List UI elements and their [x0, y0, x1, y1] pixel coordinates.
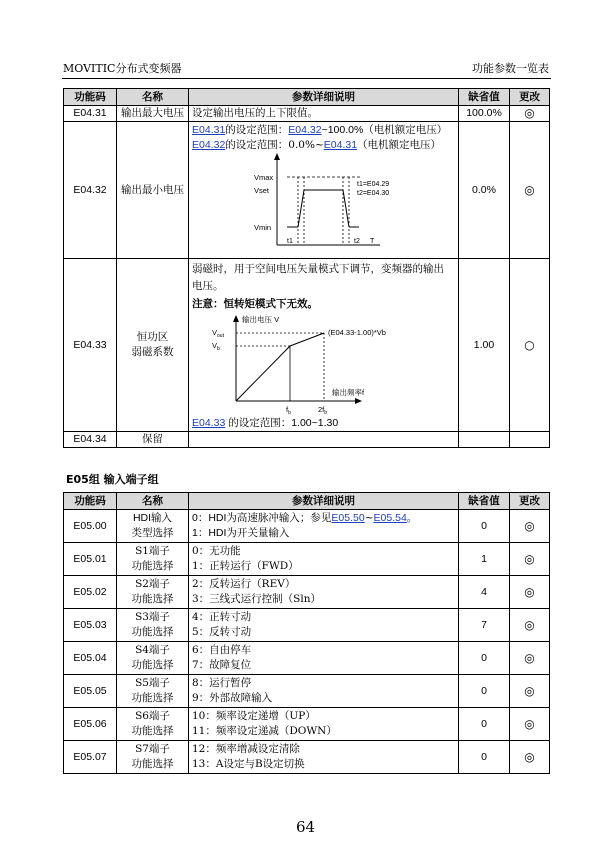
table-row	[64, 432, 550, 448]
param-change: ◎	[510, 510, 550, 543]
parameter-table-e05	[63, 492, 550, 774]
col-header-name: 名称	[117, 89, 189, 106]
param-change: ◎	[510, 675, 550, 708]
table-row	[64, 642, 550, 675]
page-number: 64	[295, 818, 316, 836]
param-name: S4端子 功能选择	[117, 642, 189, 675]
table-header-row	[64, 89, 550, 106]
param-code: E05.04	[64, 642, 117, 675]
table-row	[64, 543, 550, 576]
param-desc	[189, 122, 459, 259]
param-desc: 6：自由停车 7：故障复位	[189, 642, 459, 675]
param-name: S2端子 功能选择	[117, 576, 189, 609]
note-t1: t1=E04.29	[357, 181, 390, 188]
param-desc: 8：运行暂停 9：外部故障输入	[189, 675, 459, 708]
table-row	[64, 609, 550, 642]
range-line: E04.33 的设定范围：1.00~1.30	[192, 417, 339, 429]
label-vb: $V_b$	[212, 341, 220, 352]
param-desc: 弱磁时，用于空间电压矢量模式下调节，变频器的输出 电压。 注意：恒转矩模式下无效。 输出电压 V $V_{out}$ $V_b$ (E04.33-1.00)*Vb 输出频率f $f_b$ $2f_b$ E04.33 的设定范围：1.00~1.30	[189, 259, 459, 432]
param-default: 100.0%	[459, 106, 510, 122]
param-name: S3端子 功能选择	[117, 609, 189, 642]
param-name: S7端子 功能选择	[117, 741, 189, 774]
param-change: ○	[510, 259, 550, 432]
table-row	[64, 576, 550, 609]
param-link[interactable]: E04.31	[323, 139, 358, 151]
param-name: 输出最小电压	[117, 122, 189, 259]
param-code: E04.32	[64, 122, 117, 259]
label-fb: $f_b$	[286, 405, 291, 416]
table-header-row	[64, 493, 550, 510]
param-code: E05.07	[64, 741, 117, 774]
range-line-2: E04.32的设定范围：0.0%~E04.31（电机额定电压）	[192, 139, 442, 151]
param-link[interactable]: E05.54	[373, 512, 407, 524]
table-row	[64, 675, 550, 708]
param-desc: 0：无功能 1：正转运行（FWD）	[189, 543, 459, 576]
param-name: 输出最大电压	[117, 106, 189, 122]
table-row	[64, 510, 550, 543]
param-link[interactable]: E04.32	[192, 139, 226, 151]
col-header-change: 更改	[510, 493, 550, 510]
param-code: E04.31	[64, 106, 117, 122]
param-default: 1.00	[459, 259, 510, 432]
param-link[interactable]: E05.50	[331, 512, 365, 524]
col-header-change: 更改	[510, 89, 550, 106]
param-name: S1端子 功能选择	[117, 543, 189, 576]
param-name: S5端子 功能选择	[117, 675, 189, 708]
param-code: E04.33	[64, 259, 117, 432]
param-name: 恒功区 弱磁系数	[117, 259, 189, 432]
section-title: E05组 输入端子组	[66, 473, 159, 486]
param-change: ◎	[510, 609, 550, 642]
formula-label: (E04.33-1.00)*Vb	[328, 328, 386, 337]
param-code: E05.05	[64, 675, 117, 708]
col-header-default: 缺省值	[459, 89, 510, 106]
label-T: T	[370, 238, 375, 245]
param-desc: 12：频率增减设定清除 13：A设定与B设定切换	[189, 741, 459, 774]
voltage-time-diagram	[192, 153, 454, 253]
note-t2: t2=E04.30	[357, 190, 390, 197]
col-header-desc: 参数详细说明	[189, 89, 459, 106]
param-link[interactable]: E04.32	[288, 124, 322, 136]
param-default: 1	[459, 543, 510, 576]
param-change: ◎	[510, 576, 550, 609]
label-vset: Vset	[254, 186, 270, 195]
table-row	[64, 122, 550, 259]
voltage-frequency-diagram	[192, 313, 454, 405]
param-name: S6端子 功能选择	[117, 708, 189, 741]
param-default: 7	[459, 609, 510, 642]
param-change: ◎	[510, 543, 550, 576]
note-text: 注意：恒转矩模式下无效。	[192, 298, 318, 310]
param-desc: 设定输出电压的上下限值。	[189, 106, 459, 122]
param-default: 0	[459, 741, 510, 774]
table-row	[64, 106, 550, 122]
col-header-code: 功能码	[64, 89, 117, 106]
param-code: E05.01	[64, 543, 117, 576]
param-default: 0	[459, 642, 510, 675]
param-code: E05.03	[64, 609, 117, 642]
label-vmin: Vmin	[254, 223, 272, 232]
param-desc: 10：频率设定递增（UP） 11：频率设定递减（DOWN）	[189, 708, 459, 741]
header-divider	[62, 78, 551, 79]
param-desc: 4：正转寸动 5：反转寸动	[189, 609, 459, 642]
param-name: HDI输入 类型选择	[117, 510, 189, 543]
param-code: E05.00	[64, 510, 117, 543]
param-name: 保留	[117, 432, 189, 448]
param-link[interactable]: E04.33	[192, 417, 226, 429]
param-default: 0	[459, 510, 510, 543]
param-change: ◎	[510, 642, 550, 675]
label-vmax: Vmax	[254, 173, 274, 182]
table-row	[64, 259, 550, 432]
table-row	[64, 741, 550, 774]
label-vout: $V_{out}$	[212, 328, 224, 339]
param-code: E05.06	[64, 708, 117, 741]
label-t2: t2	[354, 238, 360, 245]
col-header-code: 功能码	[64, 493, 117, 510]
label-t1: t1	[287, 238, 293, 245]
param-change: ◎	[510, 122, 550, 259]
param-default: 0	[459, 675, 510, 708]
header-right-title: 功能参数一览表	[472, 62, 549, 75]
param-desc: 0：HDI为高速脉冲输入；参见E05.50~E05.54。 1：HDI为开关量输入	[189, 510, 459, 543]
x-axis-label: 输出频率f	[332, 388, 365, 397]
param-link[interactable]: E04.31	[192, 124, 226, 136]
param-change: ◎	[510, 741, 550, 774]
col-header-name: 名称	[117, 493, 189, 510]
param-code: E05.02	[64, 576, 117, 609]
param-default: 0	[459, 708, 510, 741]
col-header-default: 缺省值	[459, 493, 510, 510]
param-change: ◎	[510, 106, 550, 122]
range-line-1: E04.31的设定范围：E04.32~100.0%（电机额定电压）	[192, 124, 448, 136]
table-row	[64, 708, 550, 741]
col-header-desc: 参数详细说明	[189, 493, 459, 510]
y-axis-label: 输出电压 V	[242, 315, 280, 324]
param-default: 4	[459, 576, 510, 609]
param-default: 0.0%	[459, 122, 510, 259]
param-desc: 2：反转运行（REV） 3：三线式运行控制（Sln）	[189, 576, 459, 609]
parameter-table-e04	[63, 88, 550, 448]
param-change: ◎	[510, 708, 550, 741]
param-code: E04.34	[64, 432, 117, 448]
freq-tick-labels	[192, 404, 454, 418]
label-2fb: $2f_b$	[318, 405, 328, 416]
header-left-title: MOVITIC分布式变频器	[63, 62, 182, 75]
